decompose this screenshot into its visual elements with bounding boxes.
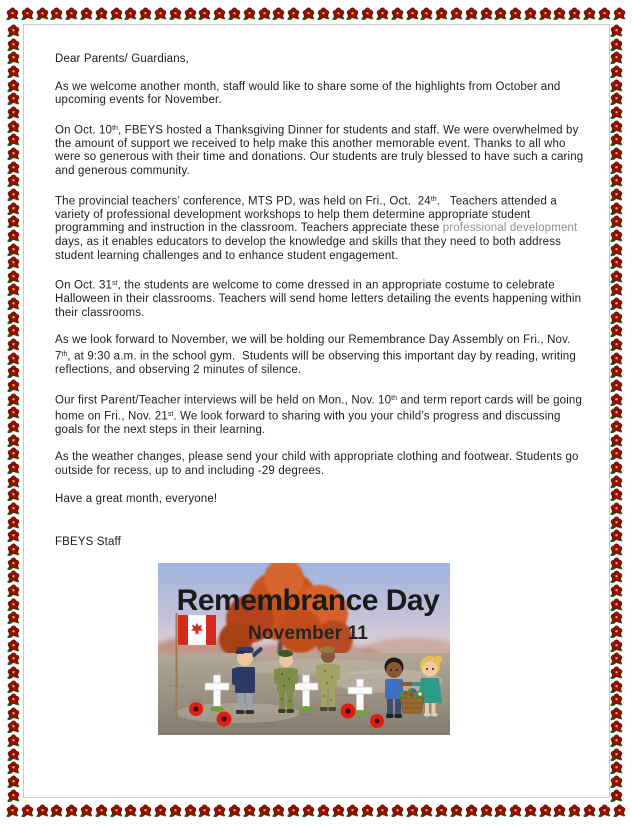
poppy-icon	[610, 680, 623, 693]
poppy-icon	[7, 174, 20, 187]
poppy-icon	[7, 639, 20, 652]
poppy-icon	[610, 584, 623, 597]
poppy-icon	[228, 804, 241, 817]
poppy-icon	[610, 270, 623, 283]
poppy-icon	[213, 804, 226, 817]
letter-paragraph	[55, 277, 585, 320]
ordinal-suffix: th	[391, 394, 397, 402]
poppy-icon	[243, 804, 256, 817]
text-segment: Dear Parents/ Guardians,	[55, 53, 189, 65]
poppy-icon	[332, 7, 345, 20]
poppy-icon	[610, 92, 623, 105]
poppy-icon	[287, 7, 300, 20]
poppy-icon	[583, 7, 596, 20]
poppy-icon	[7, 557, 20, 570]
poppy-icon	[480, 804, 493, 817]
poppy-icon	[7, 502, 20, 515]
flower-basket	[400, 688, 425, 713]
poppy-icon	[7, 406, 20, 419]
poppy-icon	[539, 7, 552, 20]
text-segment: On Oct. 10	[55, 124, 113, 137]
poppy-icon	[509, 7, 522, 20]
poppy-icon	[610, 79, 623, 92]
poppy-icon	[110, 7, 123, 20]
poppy-icon	[7, 748, 20, 761]
poppy-icon	[346, 7, 359, 20]
poppy-icon	[7, 324, 20, 337]
poppy-icon	[610, 775, 623, 788]
poppy-icon	[272, 7, 285, 20]
poppy-icon	[258, 804, 271, 817]
poppy-icon	[610, 283, 623, 296]
poppy-icon	[610, 461, 623, 474]
poppy-icon	[7, 734, 20, 747]
poppy-icon	[610, 420, 623, 433]
poppy-icon	[7, 379, 20, 392]
text-segment: days, as it enables educators to develop the knowledge and skills that they need to both address student learning challenges and to enhance student engagement.	[55, 222, 581, 262]
poppy-icon	[7, 775, 20, 788]
poppy-icon	[7, 147, 20, 160]
poppy-icon	[139, 804, 152, 817]
poppy-icon	[610, 338, 623, 351]
letter-paragraph	[55, 392, 585, 438]
poppy-icon	[184, 804, 197, 817]
poppy-icon	[154, 804, 167, 817]
poppy-icon	[7, 434, 20, 447]
poppy-icon	[610, 174, 623, 187]
poppy-icon	[610, 666, 623, 679]
poppy-icon	[7, 611, 20, 624]
poppy-icon	[361, 7, 374, 20]
poppy-icon	[198, 7, 211, 20]
remembrance-image	[158, 563, 450, 735]
poppy-icon	[7, 270, 20, 283]
poppy-icon	[154, 7, 167, 20]
poppy-icon	[302, 7, 315, 20]
poppy-icon	[435, 804, 448, 817]
text-segment: , at 9:30 a.m. in the school gym. Students will be observing this important day by reading, writing reflections, and observing 2 minutes of silence.	[55, 350, 580, 377]
poppy-icon	[317, 7, 330, 20]
poppy-icon	[610, 611, 623, 624]
poppy-icon	[610, 598, 623, 611]
poppy-icon	[610, 243, 623, 256]
poppy-icon	[7, 761, 20, 774]
letter-paragraph	[55, 53, 585, 67]
letter-paragraph	[55, 81, 585, 108]
poppy-icon	[7, 461, 20, 474]
poppy-icon	[539, 804, 552, 817]
poppy-icon	[7, 488, 20, 501]
poppy-icon	[361, 804, 374, 817]
poppy-icon	[610, 147, 623, 160]
poppy-icon	[7, 120, 20, 133]
poppy-icon	[613, 7, 626, 20]
poppy-icon	[553, 7, 566, 20]
poppy-icon	[610, 720, 623, 733]
poppy-icon	[7, 297, 20, 310]
poppy-icon	[610, 352, 623, 365]
ordinal-suffix: st	[167, 410, 174, 418]
poppy-icon	[610, 488, 623, 501]
poppy-icon	[610, 24, 623, 37]
poppy-icon	[65, 7, 78, 20]
poppy-icon	[420, 7, 433, 20]
poppy-icon	[21, 804, 34, 817]
text-segment: As we welcome another month, staff would like to share some of the highlights from October and upcoming events for November.	[55, 80, 564, 107]
text-segment: Have a great month, everyone!	[55, 492, 218, 505]
poppy-icon	[610, 406, 623, 419]
poppy-icon	[610, 365, 623, 378]
poppy-icon	[610, 188, 623, 201]
letter-content	[55, 53, 585, 735]
poppy-icon	[228, 7, 241, 20]
poppy-icon	[420, 804, 433, 817]
poppy-icon	[598, 804, 611, 817]
poppy-icon	[610, 502, 623, 515]
poppy-icon	[568, 804, 581, 817]
poppy-icon	[213, 7, 226, 20]
poppy-border-top	[6, 7, 626, 22]
poppy-icon	[7, 666, 20, 679]
poppy-icon	[610, 529, 623, 542]
poppy-icon	[7, 529, 20, 542]
poppy-icon	[610, 475, 623, 488]
poppy-icon	[610, 516, 623, 529]
poppy-icon	[95, 7, 108, 20]
letter-paragraph	[55, 122, 585, 179]
poppy-icon	[435, 7, 448, 20]
poppy-icon	[95, 804, 108, 817]
poppy-icon	[7, 38, 20, 51]
text-segment: The provincial teachers’ conference, MTS PD, was held on Fri., Oct. 24	[55, 195, 431, 208]
poppy-icon	[7, 570, 20, 583]
poppy-icon	[509, 804, 522, 817]
poppy-icon	[7, 625, 20, 638]
poppy-icon	[598, 7, 611, 20]
poppy-icon	[450, 7, 463, 20]
poppy-icon	[80, 804, 93, 817]
poppy-icon	[7, 693, 20, 706]
poppy-icon	[7, 283, 20, 296]
poppy-icon	[7, 584, 20, 597]
poppy-icon	[524, 7, 537, 20]
poppy-icon	[610, 393, 623, 406]
poppy-icon	[124, 7, 137, 20]
poppy-icon	[7, 51, 20, 64]
poppy-icon	[258, 7, 271, 20]
poppy-icon	[610, 161, 623, 174]
poppy-icon	[139, 7, 152, 20]
poppy-icon	[465, 804, 478, 817]
poppy-icon	[610, 215, 623, 228]
poppy-icon	[7, 720, 20, 733]
poppy-icon	[450, 804, 463, 817]
poppy-icon	[7, 133, 20, 146]
ordinal-suffix: th	[61, 351, 68, 358]
signature: FBEYS Staff	[55, 536, 121, 549]
poppy-icon	[7, 543, 20, 556]
poppy-icon	[243, 7, 256, 20]
poppy-icon	[465, 7, 478, 20]
text-segment: , FBEYS hosted a Thanksgiving Dinner for students and staff. We were overwhelmed by the amount of support we received to help make this another memorable event. Thanks to all who were so generous with their time and donations. Our students are truly blessed to have such a caring and generous community.	[55, 124, 587, 178]
poppy-icon	[7, 188, 20, 201]
poppy-icon	[610, 256, 623, 269]
poppy-icon	[610, 748, 623, 761]
poppy-icon	[21, 7, 34, 20]
poppy-icon	[610, 625, 623, 638]
poppy-icon	[65, 804, 78, 817]
poppy-icon	[610, 202, 623, 215]
text-segment: Our first Parent/Teacher interviews will be held on Mon., Nov. 10	[55, 394, 392, 407]
poppy-icon	[169, 7, 182, 20]
poppy-icon	[36, 7, 49, 20]
poppy-icon	[36, 804, 49, 817]
poppy-icon	[406, 7, 419, 20]
poppy-icon	[610, 557, 623, 570]
poppy-icon	[7, 311, 20, 324]
poppy-icon	[610, 229, 623, 242]
text-segment: , the students are welcome to come dressed in an appropriate costume to celebrate Halloween in their classrooms. Teachers will send home letters detailing the events happening within their classrooms.	[55, 279, 585, 319]
poppy-icon	[494, 804, 507, 817]
scene-subtitle: November 11	[248, 622, 368, 644]
poppy-icon	[332, 804, 345, 817]
poppy-icon	[553, 804, 566, 817]
text-segment: . Teachers attended a variety of professional development workshops to help them determine appropriate student programming and instruction in the classroom. Teachers appreciate these	[55, 195, 561, 235]
poppy-icon	[610, 38, 623, 51]
letter-paragraph	[55, 451, 585, 478]
poppy-icon	[391, 804, 404, 817]
poppy-icon	[7, 680, 20, 693]
poppy-icon	[583, 804, 596, 817]
text-segment: . We look forward to sharing with you your child’s progress and discussing goals for the next steps in their learning.	[55, 410, 564, 436]
poppy-icon	[376, 804, 389, 817]
poppy-icon	[110, 804, 123, 817]
poppy-icon	[610, 543, 623, 556]
poppy-border-bottom	[6, 804, 626, 819]
letter-paragraph	[55, 193, 585, 263]
poppy-icon	[613, 804, 626, 817]
poppy-icon	[287, 804, 300, 817]
poppy-icon	[7, 65, 20, 78]
ordinal-suffix: st	[112, 280, 118, 288]
poppy-icon	[610, 570, 623, 583]
poppy-icon	[610, 693, 623, 706]
poppy-icon	[50, 7, 63, 20]
poppy-icon	[317, 804, 330, 817]
poppy-icon	[610, 379, 623, 392]
ordinal-suffix: th	[112, 124, 118, 132]
letter-body	[55, 53, 585, 506]
poppy-icon	[7, 92, 20, 105]
poppy-icon	[7, 598, 20, 611]
poppy-icon	[7, 447, 20, 460]
poppy-icon	[610, 297, 623, 310]
ordinal-suffix: th	[430, 195, 437, 203]
poppy-icon	[610, 789, 623, 802]
poppy-icon	[7, 106, 20, 119]
poppy-icon	[494, 7, 507, 20]
poppy-icon	[272, 804, 285, 817]
poppy-icon	[610, 434, 623, 447]
scene-title: Remembrance Day	[176, 583, 440, 617]
poppy-icon	[376, 7, 389, 20]
poppy-icon	[7, 79, 20, 92]
poppy-icon	[524, 804, 537, 817]
poppy-icon	[610, 120, 623, 133]
poppy-icon	[198, 804, 211, 817]
poppy-icon	[7, 161, 20, 174]
poppy-icon	[7, 24, 20, 37]
poppy-icon	[610, 133, 623, 146]
text-segment: and term report cards will be going home on Fri., Nov. 21	[55, 394, 586, 423]
highlighted-phrase: professional development	[442, 222, 578, 235]
letter-paragraph	[55, 334, 585, 377]
poppy-icon	[568, 7, 581, 20]
poppy-icon	[302, 804, 315, 817]
poppy-icon	[6, 7, 19, 20]
poppy-icon	[406, 804, 419, 817]
poppy-icon	[610, 761, 623, 774]
poppy-icon	[7, 475, 20, 488]
poppy-border-left	[7, 24, 22, 802]
poppy-icon	[7, 652, 20, 665]
poppy-icon	[7, 516, 20, 529]
text-segment: As we look forward to November, we will be holding our Remembrance Day Assembly on Fri., Nov. 7	[55, 334, 574, 363]
poppy-icon	[7, 352, 20, 365]
poppy-icon	[7, 215, 20, 228]
poppy-icon	[610, 707, 623, 720]
poppy-icon	[346, 804, 359, 817]
poppy-icon	[480, 7, 493, 20]
poppy-icon	[7, 256, 20, 269]
poppy-icon	[184, 7, 197, 20]
poppy-icon	[7, 393, 20, 406]
poppy-icon	[50, 804, 63, 817]
poppy-icon	[7, 202, 20, 215]
poppy-icon	[610, 65, 623, 78]
poppy-icon	[124, 804, 137, 817]
letter-paragraph	[55, 493, 585, 507]
poppy-icon	[7, 229, 20, 242]
text-segment: On Oct. 31	[55, 279, 113, 292]
poppy-icon	[169, 804, 182, 817]
text-segment: As the weather changes, please send your child with appropriate clothing and footwear. Students go outside for recess, up to and including -29 degrees.	[55, 451, 582, 478]
poppy-icon	[610, 311, 623, 324]
poppy-icon	[610, 639, 623, 652]
poppy-icon	[610, 734, 623, 747]
poppy-icon	[610, 652, 623, 665]
poppy-icon	[610, 106, 623, 119]
poppy-icon	[7, 338, 20, 351]
poppy-border-right	[610, 24, 625, 802]
poppy-icon	[80, 7, 93, 20]
poppy-icon	[6, 804, 19, 817]
poppy-icon	[610, 51, 623, 64]
poppy-icon	[7, 365, 20, 378]
poppy-icon	[610, 324, 623, 337]
poppy-icon	[391, 7, 404, 20]
poppy-icon	[7, 243, 20, 256]
poppy-icon	[610, 447, 623, 460]
poppy-icon	[7, 707, 20, 720]
poppy-icon	[7, 420, 20, 433]
poppy-icon	[7, 789, 20, 802]
